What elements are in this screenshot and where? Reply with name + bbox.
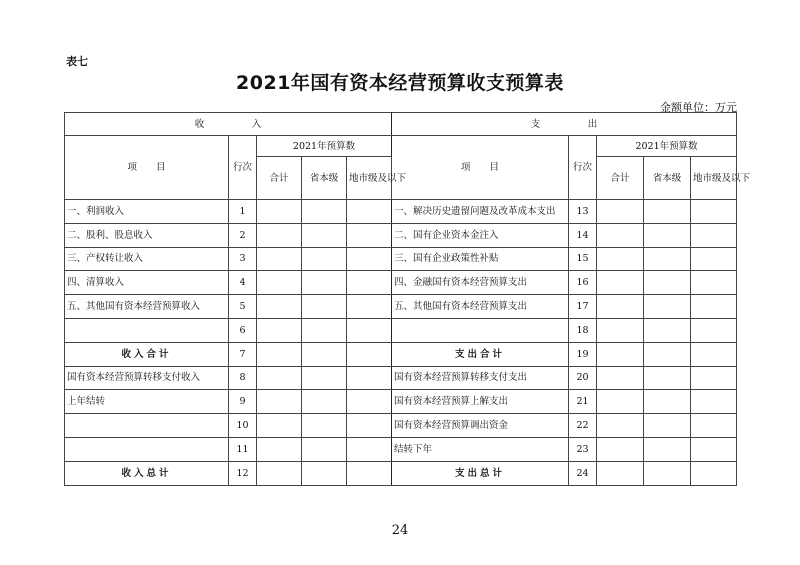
expense-city-cell (691, 342, 737, 366)
expense-item: 国有资本经营预算上解支出 (392, 390, 569, 414)
expense-item: 支出总计 (392, 461, 569, 485)
table-row (65, 271, 737, 295)
expense-total-cell (597, 318, 644, 342)
income-item: 三、产权转让收入 (65, 247, 229, 271)
income-provincial-cell (302, 437, 347, 461)
expense-provincial-cell (644, 318, 691, 342)
expense-row-no: 14 (569, 223, 597, 247)
income-total-cell (257, 342, 302, 366)
income-city-cell (347, 390, 392, 414)
income-total-cell (257, 461, 302, 485)
income-total-cell (257, 318, 302, 342)
expense-provincial-cell (644, 271, 691, 295)
expense-city-cell (691, 437, 737, 461)
expense-total-cell (597, 342, 644, 366)
income-city-cell (347, 414, 392, 438)
income-provincial-header: 省本级 (302, 157, 347, 200)
budget-table (64, 112, 751, 486)
table-row (65, 461, 737, 485)
income-total-cell (257, 223, 302, 247)
income-provincial-cell (302, 247, 347, 271)
expense-row-no: 20 (569, 366, 597, 390)
expense-city-cell (691, 271, 737, 295)
expense-row-no: 19 (569, 342, 597, 366)
income-row-no: 12 (229, 461, 257, 485)
table-row (65, 223, 737, 247)
page-title: 2021年国有资本经营预算收支预算表 (236, 72, 564, 94)
expense-row-no: 13 (569, 200, 597, 224)
income-row-no: 9 (229, 390, 257, 414)
income-provincial-cell (302, 223, 347, 247)
income-provincial-cell (302, 295, 347, 319)
income-item (65, 414, 229, 438)
expense-item: 三、国有企业政策性补贴 (392, 247, 569, 271)
expense-city-cell (691, 390, 737, 414)
income-provincial-cell (302, 366, 347, 390)
income-total-cell (257, 200, 302, 224)
income-city-cell (347, 318, 392, 342)
table-label: 表七 (66, 55, 88, 68)
expense-provincial-cell (644, 390, 691, 414)
income-total-cell (257, 295, 302, 319)
expense-total-cell (597, 414, 644, 438)
expense-row-no: 21 (569, 390, 597, 414)
expense-provincial-header: 省本级 (644, 157, 691, 200)
expense-total-cell (597, 437, 644, 461)
income-header: 收 入 (65, 113, 392, 136)
expense-item: 二、国有企业资本金注入 (392, 223, 569, 247)
income-total-header: 合计 (257, 157, 302, 200)
table-row (65, 247, 737, 271)
income-total-cell (257, 414, 302, 438)
expense-item: 国有资本经营预算转移支付支出 (392, 366, 569, 390)
table-row (65, 295, 737, 319)
expense-city-cell (691, 461, 737, 485)
income-row-no: 11 (229, 437, 257, 461)
expense-row-no: 17 (569, 295, 597, 319)
income-provincial-cell (302, 461, 347, 485)
income-city-cell (347, 437, 392, 461)
expense-item: 国有资本经营预算调出资金 (392, 414, 569, 438)
income-city-cell (347, 247, 392, 271)
expense-row-no: 18 (569, 318, 597, 342)
expense-city-cell (691, 223, 737, 247)
expense-item: 五、其他国有资本经营预算支出 (392, 295, 569, 319)
expense-item: 结转下年 (392, 437, 569, 461)
expense-budget-header: 2021年预算数 (597, 136, 737, 157)
income-item: 收入合计 (65, 342, 229, 366)
expense-item: 支出合计 (392, 342, 569, 366)
income-item (65, 318, 229, 342)
expense-city-cell (691, 295, 737, 319)
expense-row-no-header: 行次 (569, 136, 597, 200)
income-row-no: 6 (229, 318, 257, 342)
expense-provincial-cell (644, 366, 691, 390)
expense-row-no: 23 (569, 437, 597, 461)
table-row (65, 414, 737, 438)
income-total-cell (257, 437, 302, 461)
expense-total-cell (597, 295, 644, 319)
income-total-cell (257, 247, 302, 271)
income-row-no: 7 (229, 342, 257, 366)
expense-city-header: 地市级及以下 (691, 157, 737, 200)
expense-provincial-cell (644, 342, 691, 366)
expense-total-cell (597, 390, 644, 414)
income-row-no: 1 (229, 200, 257, 224)
income-row-no: 8 (229, 366, 257, 390)
income-item: 上年结转 (65, 390, 229, 414)
income-row-no: 3 (229, 247, 257, 271)
income-item: 收入总计 (65, 461, 229, 485)
income-item-header: 项 目 (65, 136, 229, 200)
expense-city-cell (691, 414, 737, 438)
income-row-no: 2 (229, 223, 257, 247)
expense-total-cell (597, 247, 644, 271)
expense-provincial-cell (644, 200, 691, 224)
expense-item-header: 项 目 (392, 136, 569, 200)
income-total-cell (257, 390, 302, 414)
expense-row-no: 15 (569, 247, 597, 271)
expense-row-no: 22 (569, 414, 597, 438)
expense-provincial-cell (644, 461, 691, 485)
income-item: 二、股利、股息收入 (65, 223, 229, 247)
income-item: 四、清算收入 (65, 271, 229, 295)
expense-total-header: 合计 (597, 157, 644, 200)
expense-city-cell (691, 247, 737, 271)
expense-city-cell (691, 200, 737, 224)
income-row-no: 4 (229, 271, 257, 295)
income-provincial-cell (302, 200, 347, 224)
unit-note: 金额单位：万元 (660, 101, 737, 114)
income-provincial-cell (302, 390, 347, 414)
income-row-no: 10 (229, 414, 257, 438)
table-row (65, 390, 737, 414)
income-item: 一、利润收入 (65, 200, 229, 224)
table-row (65, 342, 737, 366)
expense-total-cell (597, 200, 644, 224)
income-total-cell (257, 366, 302, 390)
expense-header: 支 出 (392, 113, 737, 136)
income-provincial-cell (302, 342, 347, 366)
expense-city-cell (691, 318, 737, 342)
income-item: 五、其他国有资本经营预算收入 (65, 295, 229, 319)
expense-item (392, 318, 569, 342)
table-row (65, 366, 737, 390)
income-item (65, 437, 229, 461)
income-provincial-cell (302, 318, 347, 342)
expense-total-cell (597, 223, 644, 247)
income-city-cell (347, 342, 392, 366)
expense-total-cell (597, 366, 644, 390)
table-row (65, 437, 737, 461)
expense-provincial-cell (644, 295, 691, 319)
expense-total-cell (597, 461, 644, 485)
income-provincial-cell (302, 414, 347, 438)
income-city-cell (347, 295, 392, 319)
expense-item: 四、金融国有资本经营预算支出 (392, 271, 569, 295)
expense-total-cell (597, 271, 644, 295)
expense-provincial-cell (644, 437, 691, 461)
table-row (65, 200, 737, 224)
table-row (65, 318, 737, 342)
income-city-cell (347, 461, 392, 485)
income-budget-header: 2021年预算数 (257, 136, 392, 157)
income-provincial-cell (302, 271, 347, 295)
income-city-cell (347, 200, 392, 224)
expense-provincial-cell (644, 223, 691, 247)
income-city-cell (347, 223, 392, 247)
expense-row-no: 16 (569, 271, 597, 295)
page-number: 24 (391, 523, 409, 538)
income-row-no-header: 行次 (229, 136, 257, 200)
expense-row-no: 24 (569, 461, 597, 485)
expense-provincial-cell (644, 247, 691, 271)
income-city-cell (347, 366, 392, 390)
income-city-cell (347, 271, 392, 295)
income-total-cell (257, 271, 302, 295)
income-row-no: 5 (229, 295, 257, 319)
income-item: 国有资本经营预算转移支付收入 (65, 366, 229, 390)
expense-item: 一、解决历史遗留问题及改革成本支出 (392, 200, 569, 224)
expense-provincial-cell (644, 414, 691, 438)
income-city-header: 地市级及以下 (347, 157, 392, 200)
expense-city-cell (691, 366, 737, 390)
